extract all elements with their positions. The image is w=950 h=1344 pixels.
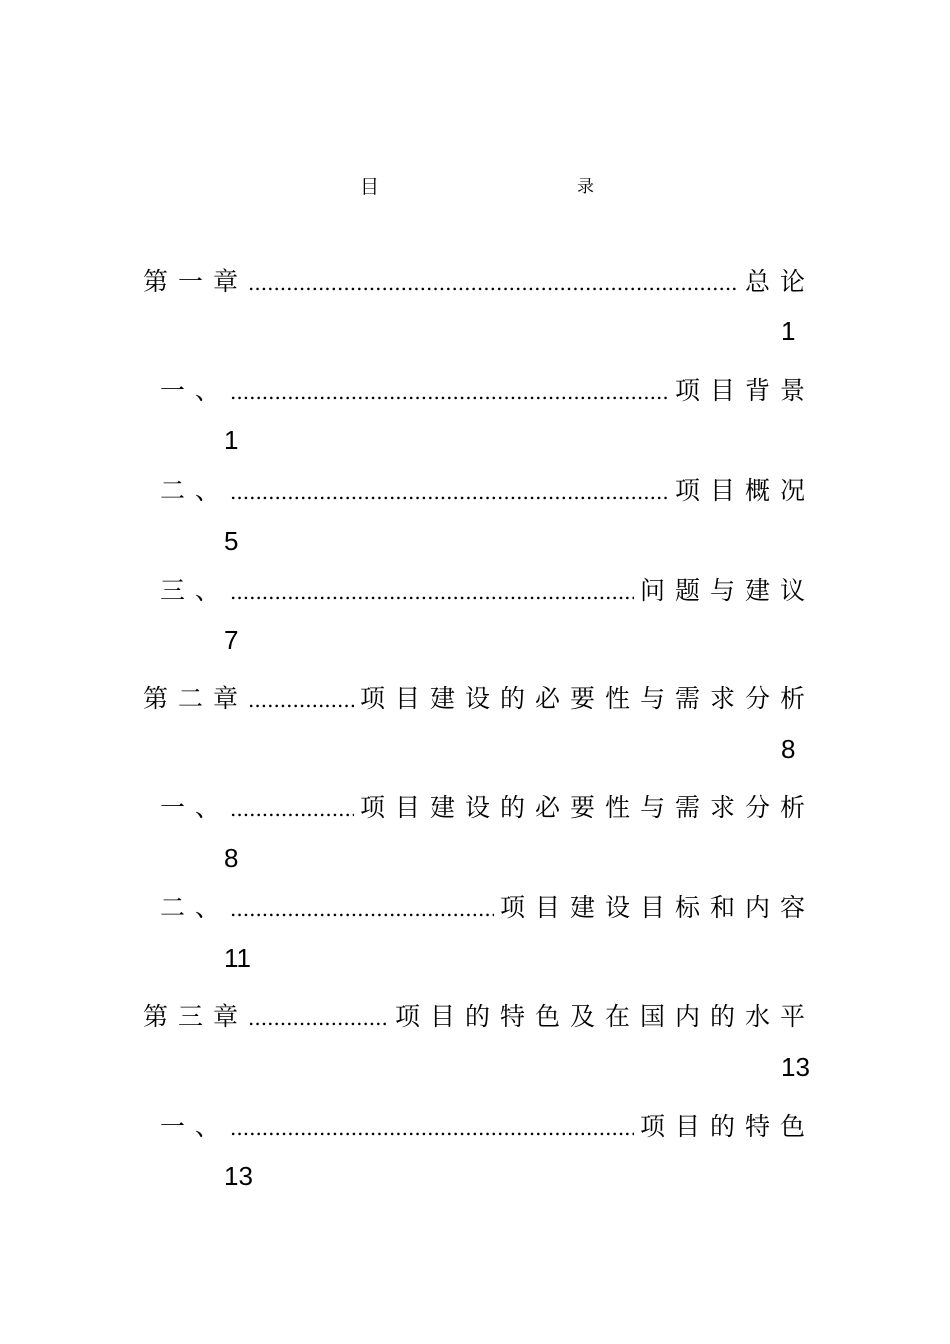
toc-entry[interactable] [160, 571, 815, 611]
toc-leader [230, 480, 669, 504]
toc-leader [230, 797, 354, 821]
toc-entry-page: 8 [781, 734, 796, 764]
toc-entry-page: 7 [224, 625, 239, 655]
toc-entry-title: 项目的特色及在国内的水平 [394, 1002, 815, 1031]
toc-entry-page: 1 [224, 425, 239, 455]
toc-entry-page: 13 [781, 1052, 810, 1082]
toc-entry-label: 第三章 [143, 1002, 249, 1031]
toc-entry-title: 项目建设目标和内容 [499, 893, 815, 922]
toc-leader [230, 580, 634, 604]
toc-entry-page: 8 [224, 843, 239, 873]
toc-entry-title: 项目的特色 [639, 1112, 815, 1141]
toc-entry-title: 问题与建议 [639, 576, 815, 605]
toc-leader [248, 1006, 389, 1030]
toc-entry-title: 项目建设的必要性与需求分析 [359, 793, 815, 822]
toc-entry-label: 三、 [160, 576, 231, 605]
toc-leader [248, 271, 739, 295]
toc-entry-label: 第二章 [143, 684, 249, 713]
toc-entry-title: 项目建设的必要性与需求分析 [359, 684, 815, 713]
toc-leader [230, 897, 494, 921]
toc-leader [230, 1116, 634, 1140]
toc-entry-label: 一、 [160, 1112, 231, 1141]
toc-entry-page: 13 [224, 1161, 253, 1191]
toc-entry-label: 二、 [160, 893, 231, 922]
toc-entry[interactable] [160, 371, 815, 411]
toc-entry-label: 一、 [160, 376, 231, 405]
toc-entry-page: 1 [781, 316, 796, 346]
toc-entry-page: 11 [224, 943, 251, 973]
toc-entry[interactable] [160, 888, 815, 928]
toc-entry[interactable] [160, 1107, 815, 1147]
toc-entry[interactable] [160, 788, 815, 828]
toc-leader [230, 380, 669, 404]
toc-entry-label: 一、 [160, 793, 231, 822]
toc-heading-right: 录 [577, 177, 594, 197]
toc-entry[interactable] [160, 471, 815, 511]
toc-heading-left: 目 [360, 176, 380, 198]
toc-entry-label: 二、 [160, 476, 231, 505]
toc-entry-title: 项目概况 [674, 476, 815, 505]
toc-entry-label: 第一章 [143, 267, 249, 296]
toc-entry[interactable] [143, 262, 815, 302]
toc-leader [248, 688, 354, 712]
toc-entry[interactable] [143, 997, 815, 1037]
toc-entry-page: 5 [224, 526, 239, 556]
toc-entry[interactable] [143, 679, 815, 719]
toc-entry-title: 总论 [744, 267, 815, 296]
toc-entry-title: 项目背景 [674, 376, 815, 405]
